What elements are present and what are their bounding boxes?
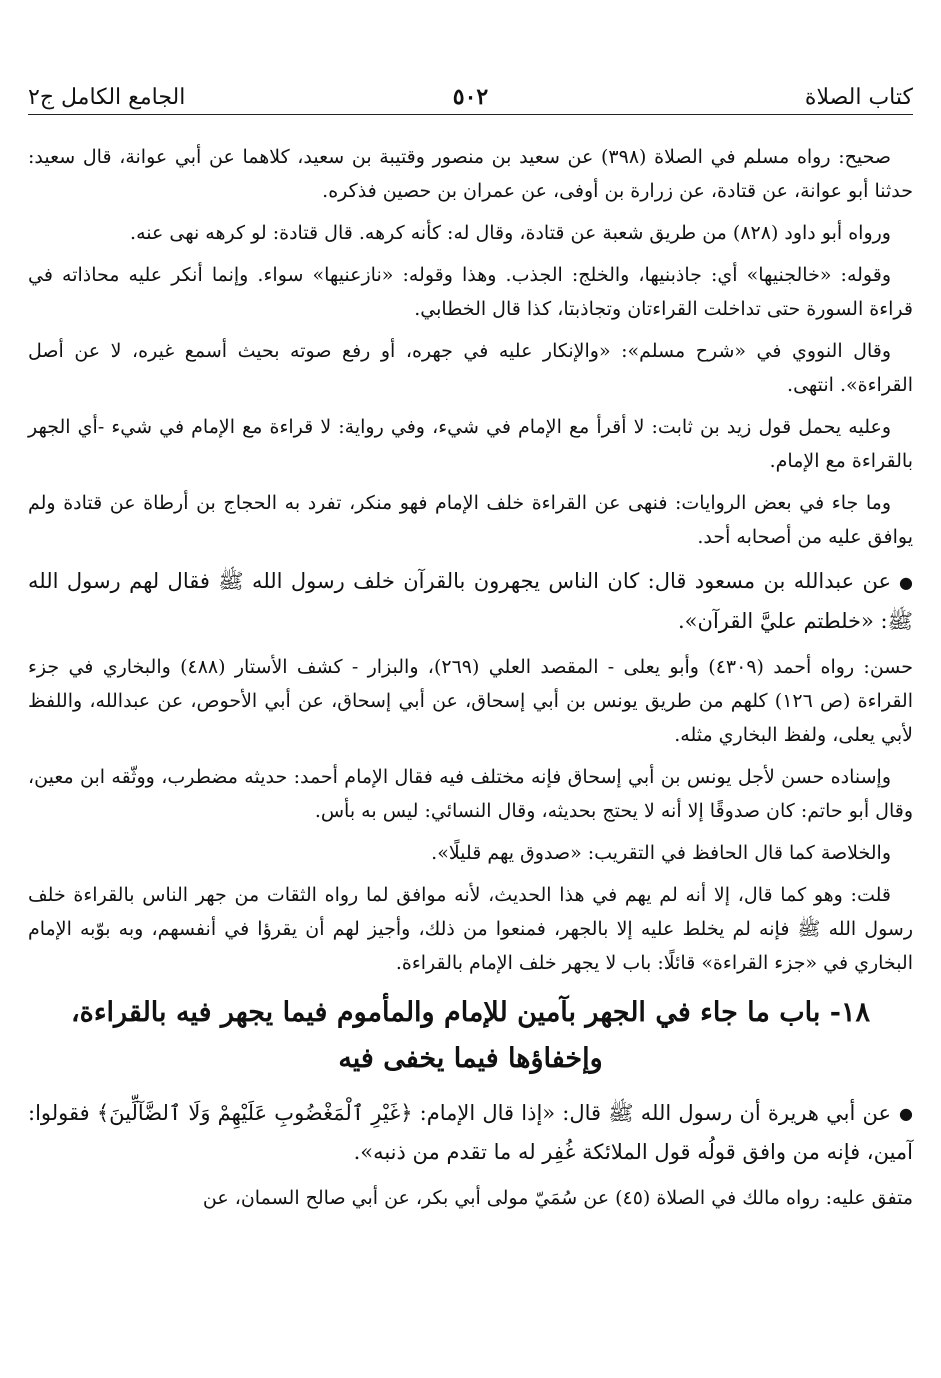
commentary-paragraph: وقال النووي في «شرح مسلم»: «والإنكار عليه في جهره، أو رفع صوته بحيث أسمع غيره، لا عن أصل القراءة». انتهى. [28, 340, 913, 396]
book-title: كتاب الصلاة [804, 85, 913, 110]
page-number: ٥٠٢ [452, 84, 489, 110]
commentary-paragraph: قلت: وهو كما قال، إلا أنه لم يهم في هذا الحديث، لأنه موافق لما رواه الثقات من جهر الناس بالقراءة خلف رسول الله ﷺ فإنه لم يخلط عليه إلا بالجهر، فمنعوا من ذلك، وأجيز لهم أن يقرؤا في أنفسهم، وبه بوّبه الإمام البخاري في «جزء القراءة» قائلًا: باب لا يجهر خلف الإمام بالقراءة. [28, 883, 913, 974]
hadith-text [28, 562, 913, 640]
takhrij-paragraph: صحيح: رواه مسلم في الصلاة (٣٩٨) عن سعيد بن منصور وقتيبة بن سعيد، كلاهما عن أبي عوانة، قال سعيد: حدثنا أبو عوانة، عن قتادة، عن زرارة بن أوفى، عن عمران بن حصين فذكره. [28, 146, 913, 202]
chapter-heading: ١٨- باب ما جاء في الجهر بآمين للإمام والمأموم فيما يجهر فيه بالقراءة، وإخفاؤها فيما يخفى فيه [70, 996, 871, 1074]
hadith-body: عن عبدالله بن مسعود قال: كان الناس يجهرون بالقرآن خلف رسول الله ﷺ فقال لهم رسول الله ﷺ: «خلطتم عليَّ القرآن». [28, 569, 913, 633]
takhrij-paragraph: متفق عليه: رواه مالك في الصلاة (٤٥) عن سُمَيّ مولى أبي بكر، عن أبي صالح السمان، عن [202, 1187, 913, 1209]
commentary-paragraph: ورواه أبو داود (٨٢٨) من طريق شعبة عن قتادة، وقال له: كأنه كرهه. قال قتادة: لو كرهه نهى عنه. [130, 222, 891, 244]
bullet-icon: ● [899, 1104, 913, 1123]
hadith-text [28, 1094, 913, 1172]
commentary-paragraph: وإسناده حسن لأجل يونس بن أبي إسحاق فإنه مختلف فيه فقال الإمام أحمد: حديثه مضطرب، ووثّقه ابن معين، وقال أبو حاتم: كان صدوقًا إلا أنه لا يحتج بحديثه، وقال النسائي: ليس به بأس. [28, 765, 913, 822]
hadith-body: عن أبي هريرة أن رسول الله ﷺ قال: «إذا قال الإمام: ﴿غَيْرِ ٱلْمَغْضُوبِ عَلَيْهِمْ وَلَا ٱلضَّآلِّينَ﴾ فقولوا: آمين، فإنه من وافق قولُه قول الملائكة غُفِر له ما تقدم من ذنبه». [28, 1100, 913, 1164]
commentary-paragraph: وقوله: «خالجنيها» أي: جاذبنيها، والخلج: الجذب. وهذا وقوله: «نازعنيها» سواء. وإنما أنكر عليه محاذاته في قراءة السورة حتى تداخلت القراءتان وتجاذبتا، كذا قال الخطابي. [28, 264, 913, 320]
takhrij-paragraph: حسن: رواه أحمد (٤٣٠٩) وأبو يعلى - المقصد العلي (٢٦٩)، والبزار - كشف الأستار (٤٨٨) والبخاري في جزء القراءة (ص ١٢٦) كلهم من طريق يونس بن أبي إسحاق، عن أبي إسحاق، عن أبي الأحوص، عن عبدالله، واللفظ لأبي يعلى، ولفظ البخاري مثله. [28, 655, 913, 746]
page-header [28, 76, 913, 115]
commentary-paragraph: والخلاصة كما قال الحافظ في التقريب: «صدوق يهم قليلًا». [431, 841, 891, 864]
volume-title: الجامع الكامل ج٢ [28, 85, 186, 110]
page-body [28, 140, 913, 1223]
commentary-paragraph: وعليه يحمل قول زيد بن ثابت: لا أقرأ مع الإمام في شيء، وفي رواية: لا قراءة مع الإمام في شيء -أي الجهر بالقراءة مع الإمام. [28, 416, 913, 472]
bullet-icon: ● [899, 572, 913, 592]
commentary-paragraph: وما جاء في بعض الروايات: فنهى عن القراءة خلف الإمام فهو منكر، تفرد به الحجاج بن أرطاة عن قتادة ولم يوافق عليه من أصحابه أحد. [28, 492, 913, 548]
